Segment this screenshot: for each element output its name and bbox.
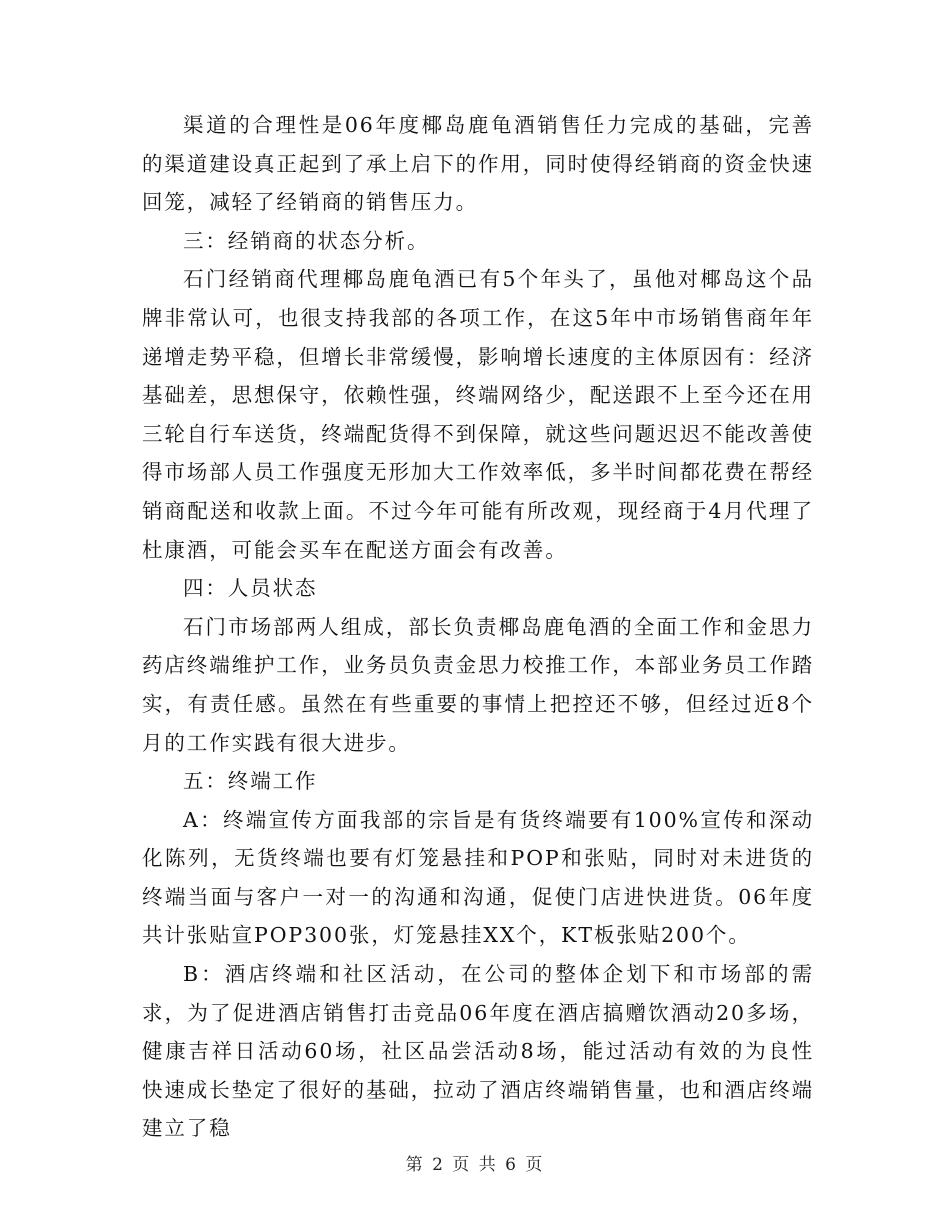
paragraph-hotel-community-activities: B：酒店终端和社区活动，在公司的整体企划下和市场部的需求，为了促进酒店销售打击竞品06年度在酒店搞赠饮酒动20多场，健康吉祥日活动60场，社区品尝活动8场，能过活动有效的为良性快速成长垫定了很好的基础，拉动了酒店终端销售量，也和酒店终端建立了稳 [142, 962, 814, 1141]
heading-dealer-status: 三：经销商的状态分析。 [183, 228, 430, 253]
heading-personnel-status: 四：人员状态 [183, 576, 318, 601]
document-body [142, 106, 814, 1148]
paragraph-dealer-analysis: 石门经销商代理椰岛鹿龟酒已有5个年头了，虽他对椰岛这个品牌非常认可，也很支持我部的各项工作，在这5年中市场销售商年年递增走势平稳，但增长非常缓慢，影响增长速度的主体原因有：经济基础差，思想保守，依赖性强，终端网络少，配送跟不上至今还在用三轮自行车送货，终端配货得不到保障，就这些问题迟迟不能改善使得市场部人员工作强度无形加大工作效率低，多半时间都花费在帮经销商配送和收款上面。不过今年可能有所改观，现经商于4月代理了杜康酒，可能会买车在配送方面会有改善。 [142, 267, 814, 562]
page-number-footer: 第 2 页 共 6 页 [405, 1155, 545, 1175]
heading-terminal-work: 五：终端工作 [183, 769, 318, 794]
paragraph-personnel: 石门市场部两人组成，部长负责椰岛鹿龟酒的全面工作和金思力药店终端维护工作，业务员负责金思力校推工作，本部业务员工作踏实，有责任感。虽然在有些重要的事情上把控还不够，但经过近8个月的工作实践有很大进步。 [142, 614, 814, 755]
paragraph-terminal-promotion: A：终端宣传方面我部的宗旨是有货终端要有100%宣传和深动化陈列，无货终端也要有灯笼悬挂和POP和张贴，同时对未进货的终端当面与客户一对一的沟通和沟通，促使门店进快进货。06年度共计张贴宣POP300张，灯笼悬挂XX个，KT板张贴200个。 [142, 807, 814, 948]
paragraph-channel-rationality: 渠道的合理性是06年度椰岛鹿龟酒销售任力完成的基础，完善的渠道建设真正起到了承上启下的作用，同时使得经销商的资金快速回笼，减轻了经销商的销售压力。 [142, 113, 814, 215]
